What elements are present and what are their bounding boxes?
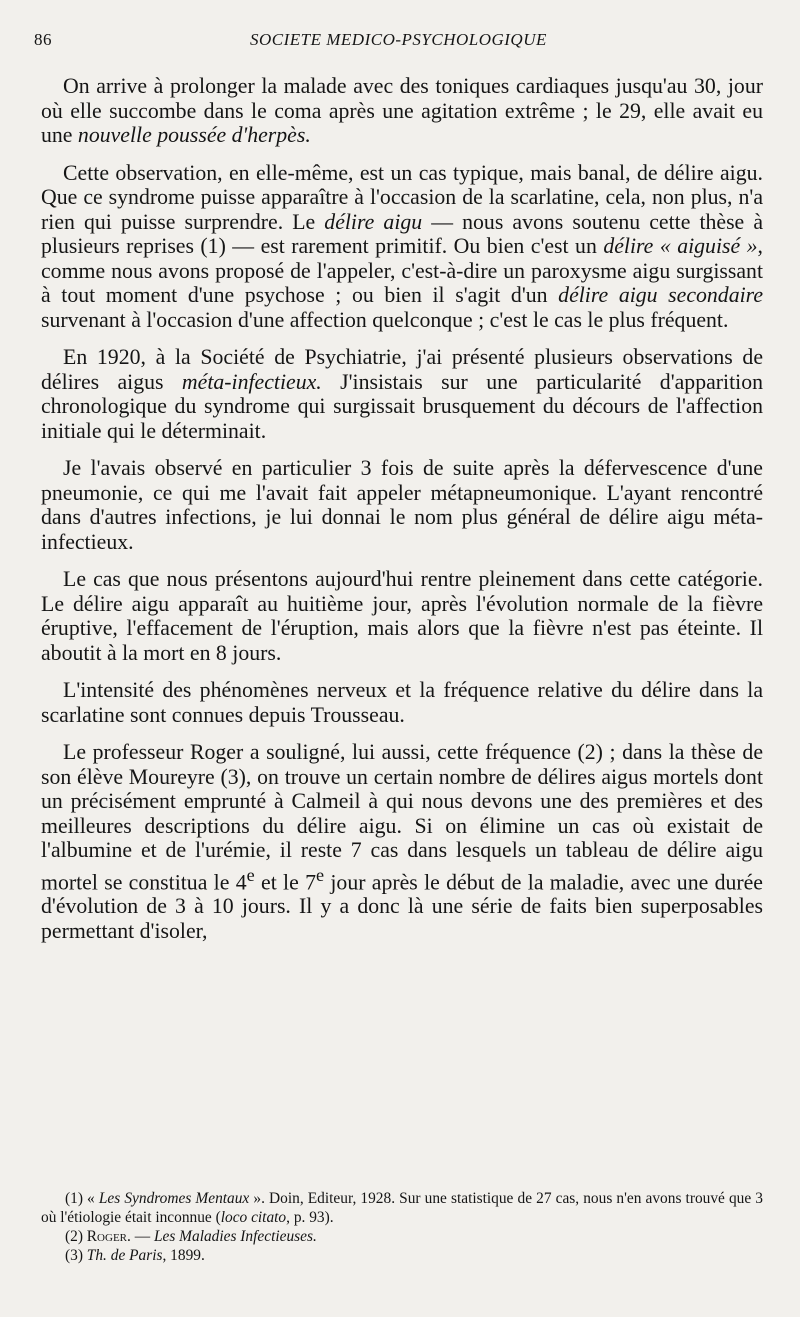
paragraph-1: On arrive à prolonger la malade avec des toniques cardiaques jusqu'au 30, jour où elle succombe dans le coma après une agitation extrême ; le 29, elle avait eu une nouvelle poussée d'herpès. [41, 74, 763, 147]
footnotes [41, 1189, 763, 1265]
page-header [34, 30, 760, 54]
paragraph-7: Le professeur Roger a souligné, lui aussi, cette fréquence (2) ; dans la thèse de son élève Moureyre (3), on trouve un certain nombre de délires aigus mortels dont un précisément emprunté à Calmeil à qui nous devons une des premières et des meilleures descriptions du délire aigu. Si on élimine un cas où existait de l'albumine et de l'urémie, il reste 7 cas dans lesquels un tableau de délire aigu mortel se constitua le 4e et le 7e jour après le début de la maladie, avec une durée d'évolution de 3 à 10 jours. Il y a donc là une série de faits bien superposables permettant d'isoler, [41, 740, 763, 943]
running-title: SOCIETE MEDICO-PSYCHOLOGIQUE [250, 30, 547, 49]
footnote-2: (2) Roger. — Les Maladies Infectieuses. [65, 1228, 317, 1245]
paragraph-6: L'intensité des phénomènes nerveux et la fréquence relative du délire dans la scarlatine sont connues depuis Trousseau. [41, 678, 763, 727]
paragraph-4: Je l'avais observé en particulier 3 fois de suite après la défervescence d'une pneumonie, ce qui me l'avait fait appeler métapneumonique. L'ayant rencontré dans d'autres infections, je lui donnai le nom plus général de délire aigu méta-infectieux. [41, 456, 763, 554]
footnote-1: (1) « Les Syndromes Mentaux ». Doin, Editeur, 1928. Sur une statistique de 27 cas, nous n'en avons trouvé que 3 où l'étiologie était inconnue (loco citato, p. 93). [41, 1190, 763, 1226]
footnote-3: (3) Th. de Paris, 1899. [65, 1247, 205, 1264]
page-number: 86 [34, 30, 52, 49]
paragraph-2: Cette observation, en elle-même, est un cas typique, mais banal, de délire aigu. Que ce syndrome puisse apparaître à l'occasion de la scarlatine, cela, non plus, n'a rien qui puisse surprendre. Le délire aigu — nous avons soutenu cette thèse à plusieurs reprises (1) — est rarement primitif. Ou bien c'est un délire « aiguisé », comme nous avons proposé de l'appeler, c'est-à-dire un paroxysme aigu surgissant à tout moment d'une psychose ; ou bien il s'agit d'un délire aigu secondaire survenant à l'occasion d'une affection quelconque ; c'est le cas le plus fréquent. [41, 160, 764, 332]
paragraph-3: En 1920, à la Société de Psychiatrie, j'ai présenté plusieurs observations de délires aigus méta-infectieux. J'insistais sur une particularité d'apparition chronologique du syndrome qui surgissait brusquement du décours de l'affection initiale qui le déterminait. [41, 345, 763, 443]
paragraph-5: Le cas que nous présentons aujourd'hui rentre pleinement dans cette catégorie. Le délire aigu apparaît au huitième jour, après l'évolution normale de la fièvre éruptive, l'effacement de l'éruption, mais alors que la fièvre n'est pas éteinte. Il aboutit à la mort en 8 jours. [41, 567, 763, 665]
body-text [41, 74, 763, 943]
